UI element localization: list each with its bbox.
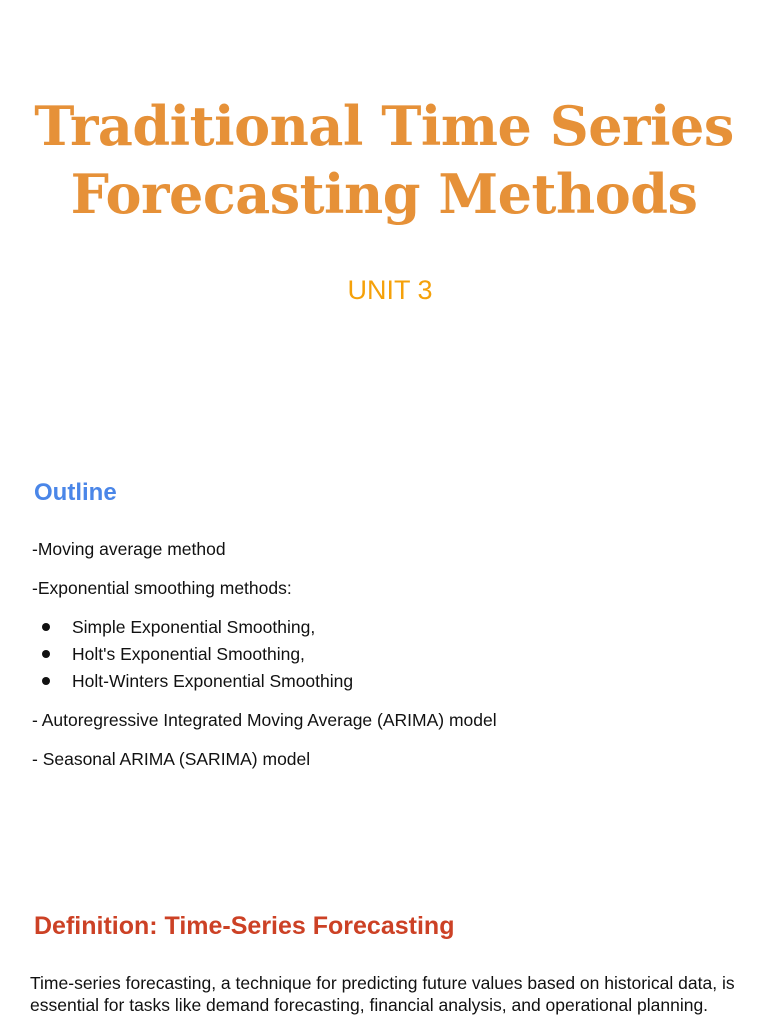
outline-item-moving-average: -Moving average method <box>32 539 226 559</box>
list-item-label: Holt-Winters Exponential Smoothing <box>72 671 354 691</box>
list-item-label: Simple Exponential Smoothing, <box>72 617 316 637</box>
page-title <box>0 92 768 228</box>
definition-heading: Definition: Time-Series Forecasting <box>34 912 455 940</box>
bullet-icon <box>42 677 50 685</box>
exponential-methods-list <box>40 614 353 695</box>
title-line-2: Forecasting Methods <box>70 162 698 226</box>
list-item-label: Holt's Exponential Smoothing, <box>72 644 305 664</box>
outline-heading: Outline <box>34 479 117 506</box>
outline-item-arima: - Autoregressive Integrated Moving Average (ARIMA) model <box>32 710 497 730</box>
outline-item-sarima: - Seasonal ARIMA (SARIMA) model <box>32 749 311 769</box>
bullet-icon <box>42 623 50 631</box>
bullet-icon <box>42 650 50 658</box>
unit-subtitle: UNIT 3 <box>347 275 433 305</box>
outline-item-exponential-smoothing: -Exponential smoothing methods: <box>32 578 292 598</box>
list-item <box>40 668 353 695</box>
definition-paragraph: Time-series forecasting, a technique for predicting future values based on historical data, is essential for tasks like demand forecasting, financial analysis, and operational planning. <box>30 973 735 1015</box>
list-item <box>40 614 353 641</box>
title-line-1: Traditional Time Series <box>34 94 734 158</box>
list-item <box>40 641 353 668</box>
